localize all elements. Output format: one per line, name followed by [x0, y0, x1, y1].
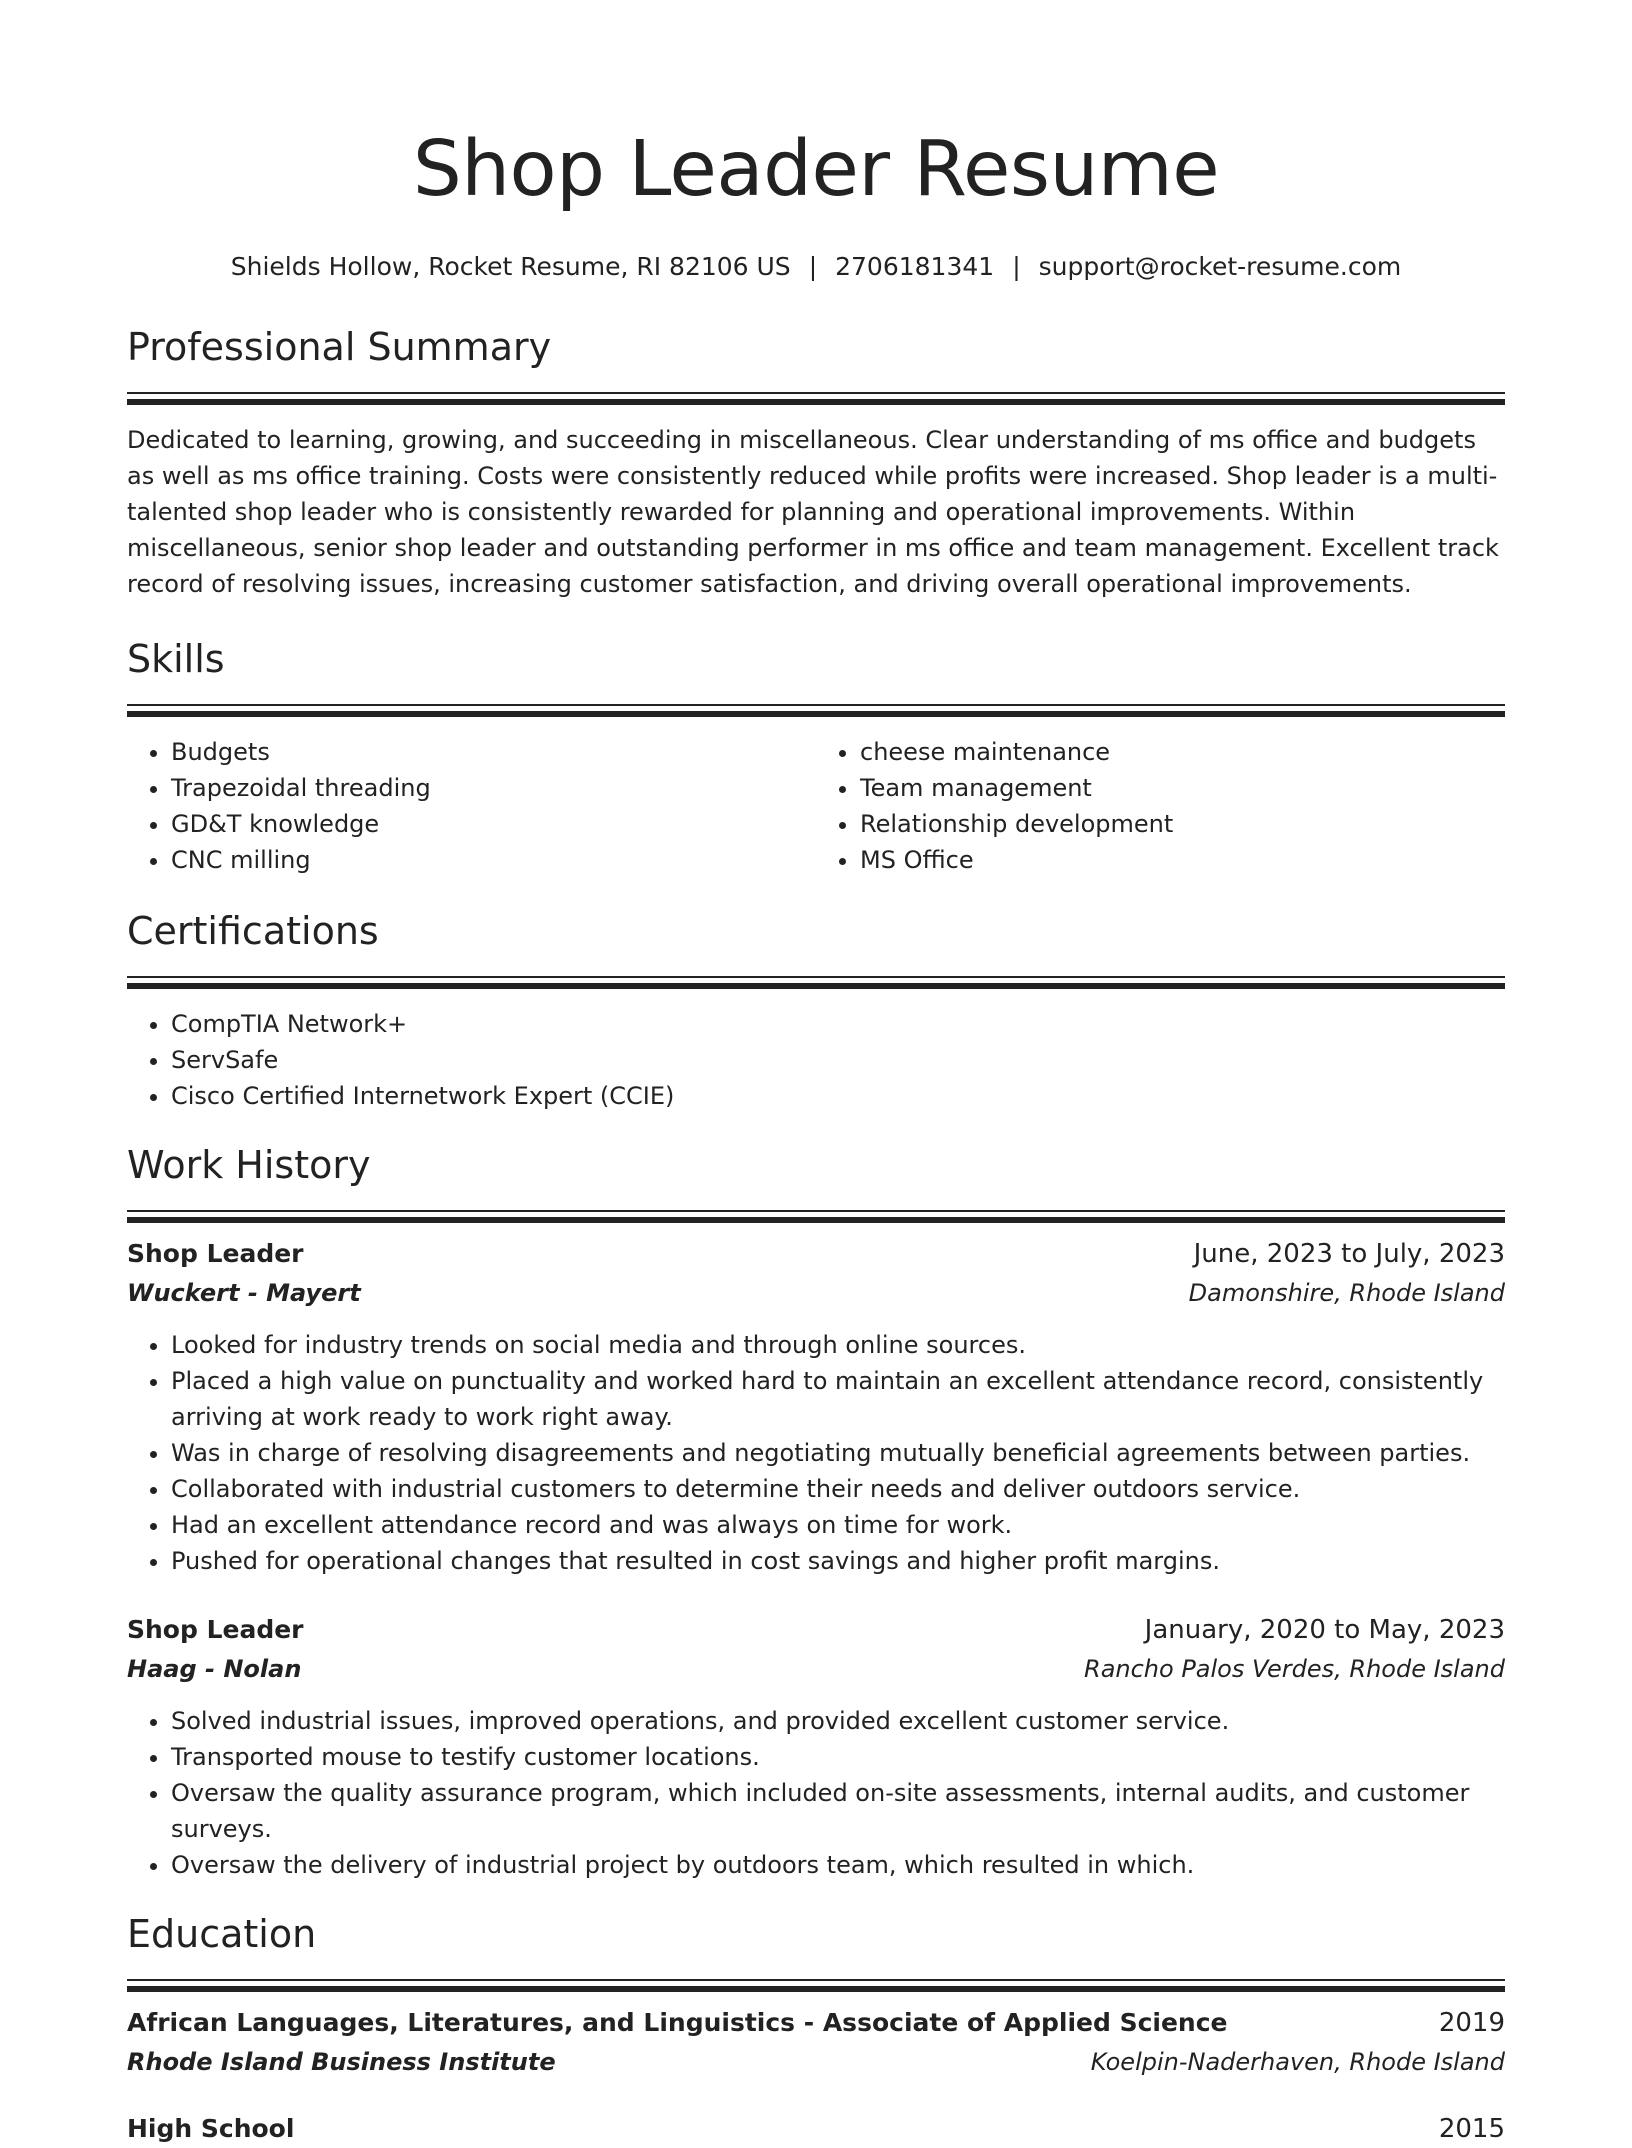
job-bullet: • Solved industrial issues, improved operations, and provided excellent customer service.: [171, 1703, 1505, 1739]
resume-title: Shop Leader Resume: [412, 125, 1220, 214]
section-divider: [127, 1979, 1505, 1992]
job-title: Shop Leader: [127, 1239, 304, 1268]
skill-item: • Budgets: [171, 734, 816, 770]
job-bullets: [127, 1703, 1505, 1883]
job-dates: June, 2023 to July, 2023: [1193, 1239, 1505, 1269]
contact-separator: |: [1012, 252, 1021, 281]
contact-line: [127, 250, 1505, 284]
contact-separator: |: [808, 252, 818, 281]
job-bullet: • Looked for industry trends on social media and through online sources.: [171, 1327, 1505, 1363]
job-company: Wuckert - Mayert: [127, 1279, 361, 1307]
certifications-list: [127, 1006, 1505, 1114]
section-divider: [127, 704, 1505, 717]
education-entry: [127, 2004, 1505, 2082]
certification-item: • ServSafe: [171, 1042, 1505, 1078]
job-entry: [127, 1611, 1505, 1883]
section-title-certifications: Certifications: [127, 909, 379, 953]
job-entry: [127, 1235, 1505, 1579]
job-bullet: • Oversaw the delivery of industrial project by outdoors team, which resulted in which.: [171, 1847, 1505, 1883]
job-title: Shop Leader: [127, 1615, 304, 1644]
skill-item: • MS Office: [860, 842, 1505, 878]
contact-phone: 2706181341: [835, 252, 995, 281]
section-title-education: Education: [127, 1912, 317, 1956]
education-subheader: [127, 2042, 1505, 2082]
job-header: [127, 1235, 1505, 1273]
education-school: Rhode Island Business Institute: [127, 2048, 556, 2076]
skill-item: • Relationship development: [860, 806, 1505, 842]
certification-item: • CompTIA Network+: [171, 1006, 1505, 1042]
contact-email: support@rocket-resume.com: [1038, 252, 1402, 281]
job-bullet: • Oversaw the quality assurance program, which included on-site assessments, internal audits, and customer surveys.: [171, 1775, 1505, 1847]
section-divider: [127, 392, 1505, 405]
section-divider: [127, 976, 1505, 989]
job-location: Damonshire, Rhode Island: [1188, 1279, 1505, 1307]
contact-address: Shields Hollow, Rocket Resume, RI 82106 US: [230, 252, 791, 281]
education-year: 2019: [1438, 2008, 1505, 2038]
skill-item: • Team management: [860, 770, 1505, 806]
job-location: Rancho Palos Verdes, Rhode Island: [1084, 1655, 1505, 1683]
skills-right-list: [816, 734, 1505, 878]
job-company: Haag - Nolan: [127, 1655, 302, 1683]
section-title-summary: Professional Summary: [127, 325, 552, 369]
job-bullet: • Collaborated with industrial customers to determine their needs and deliver outdoors service.: [171, 1471, 1505, 1507]
education-header: [127, 2110, 1505, 2148]
education-degree: High School: [127, 2114, 295, 2143]
education-location: Koelpin-Naderhaven, Rhode Island: [1090, 2048, 1505, 2076]
job-bullet: • Had an excellent attendance record and was always on time for work.: [171, 1507, 1505, 1543]
education-year: 2015: [1438, 2114, 1505, 2144]
job-header: [127, 1611, 1505, 1649]
certification-item: • Cisco Certified Internetwork Expert (CCIE): [171, 1078, 1505, 1114]
section-title-skills: Skills: [127, 637, 225, 681]
education-section: [127, 1909, 1505, 2148]
job-bullet: • Was in charge of resolving disagreements and negotiating mutually beneficial agreements between parties.: [171, 1435, 1505, 1471]
skill-item: • CNC milling: [171, 842, 816, 878]
skill-item: • Trapezoidal threading: [171, 770, 816, 806]
skills-left-list: [127, 734, 816, 878]
work-history-section: [127, 1140, 1505, 1883]
education-degree: African Languages, Literatures, and Linguistics - Associate of Applied Science: [127, 2008, 1228, 2037]
section-title-work-history: Work History: [127, 1143, 371, 1187]
skill-item: • GD&T knowledge: [171, 806, 816, 842]
skill-item: • cheese maintenance: [860, 734, 1505, 770]
certifications-section: [127, 906, 1505, 1114]
job-bullets: [127, 1327, 1505, 1579]
job-bullet: • Placed a high value on punctuality and worked hard to maintain an excellent attendance record, consistently arriving at work ready to work right away.: [171, 1363, 1505, 1435]
section-divider: [127, 1210, 1505, 1223]
job-subheader: [127, 1649, 1505, 1689]
education-entry: [127, 2110, 1505, 2148]
skills-section: [127, 634, 1505, 878]
job-bullet: • Transported mouse to testify customer locations.: [171, 1739, 1505, 1775]
skills-grid: [127, 734, 1505, 878]
summary-section: [127, 322, 1505, 602]
job-subheader: [127, 1273, 1505, 1313]
job-dates: January, 2020 to May, 2023: [1144, 1615, 1505, 1645]
summary-text: Dedicated to learning, growing, and succeeding in miscellaneous. Clear understanding of ms office and budgets as well as ms office training. Costs were consistently reduced while profits were increased. Shop leader is a multi-talented shop leader who is consistently rewarded for planning and operational improvements. Within miscellaneous, senior shop leader and outstanding performer in ms office and team management. Excellent track record of resolving issues, increasing customer satisfaction, and driving overall operational improvements.: [127, 426, 1499, 598]
education-header: [127, 2004, 1505, 2042]
job-bullet: • Pushed for operational changes that resulted in cost savings and higher profit margins.: [171, 1543, 1505, 1579]
